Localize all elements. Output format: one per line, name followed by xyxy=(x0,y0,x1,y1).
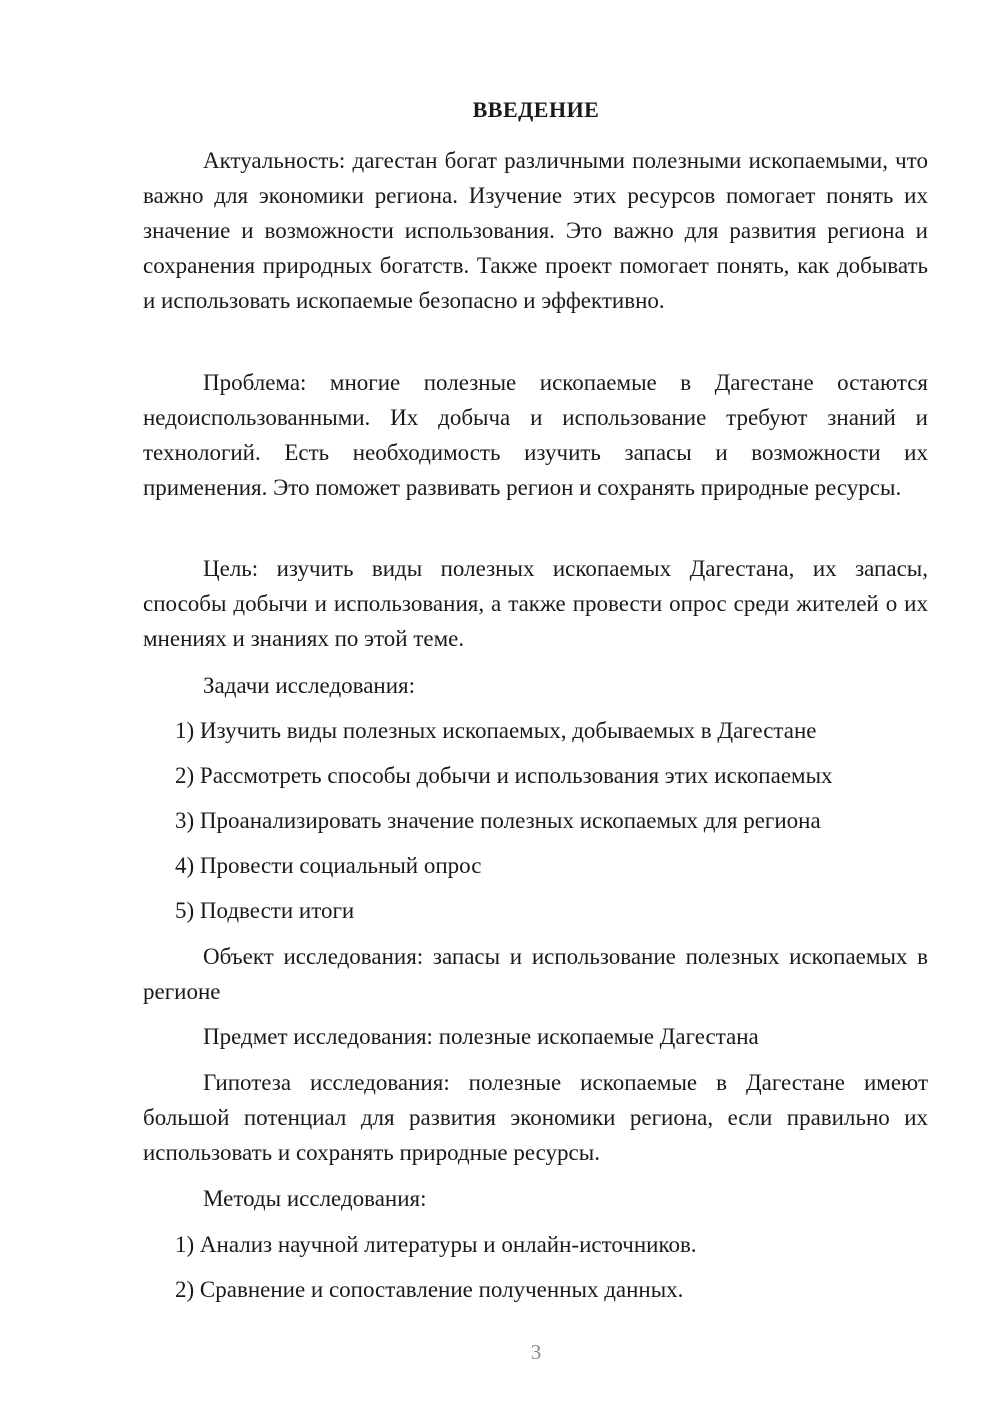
tasks-heading: Задачи исследования: xyxy=(203,673,416,698)
task-item-4: 4) Провести социальный опрос xyxy=(175,853,482,878)
paragraph-subject: Предмет исследования: полезные ископаемые Дагестана xyxy=(203,1024,759,1049)
paragraph-relevance: Актуальность: дагестан богат различными полезными ископаемыми, что важно для экономики региона. Изучение этих ресурсов помогает понять их значение и возможности использования. Это важно для развития региона и сохранения природных богатств. Также проект помогает понять, как добывать и использовать ископаемые безопасно и эффективно. xyxy=(143,148,928,313)
paragraph-goal: Цель: изучить виды полезных ископаемых Дагестана, их запасы, способы добычи и использования, а также провести опрос среди жителей о их мнениях и знаниях по этой теме. xyxy=(143,556,928,651)
task-item-2: 2) Рассмотреть способы добычи и использования этих ископаемых xyxy=(175,763,833,788)
paragraph-object: Объект исследования: запасы и использование полезных ископаемых в регионе xyxy=(143,944,928,1004)
method-item-1: 1) Анализ научной литературы и онлайн-источников. xyxy=(175,1232,697,1257)
task-item-1: 1) Изучить виды полезных ископаемых, добываемых в Дагестане xyxy=(175,718,817,743)
paragraph-problem: Проблема: многие полезные ископаемые в Дагестане остаются недоиспользованными. Их добыча и использование требуют знаний и технологий. Есть необходимость изучить запасы и возможности их применения. Это поможет развивать регион и сохранять природные ресурсы. xyxy=(143,370,928,500)
page-title: ВВЕДЕНИЕ xyxy=(472,97,600,122)
paragraph-hypothesis: Гипотеза исследования: полезные ископаемые в Дагестане имеют большой потенциал для развития экономики региона, если правильно их использовать и сохранять природные ресурсы. xyxy=(143,1070,928,1165)
methods-heading: Методы исследования: xyxy=(203,1186,427,1211)
task-item-5: 5) Подвести итоги xyxy=(175,898,355,923)
method-item-2: 2) Сравнение и сопоставление полученных данных. xyxy=(175,1277,684,1302)
task-item-3: 3) Проанализировать значение полезных ископаемых для региона xyxy=(175,808,821,833)
page-number: 3 xyxy=(530,1340,542,1364)
